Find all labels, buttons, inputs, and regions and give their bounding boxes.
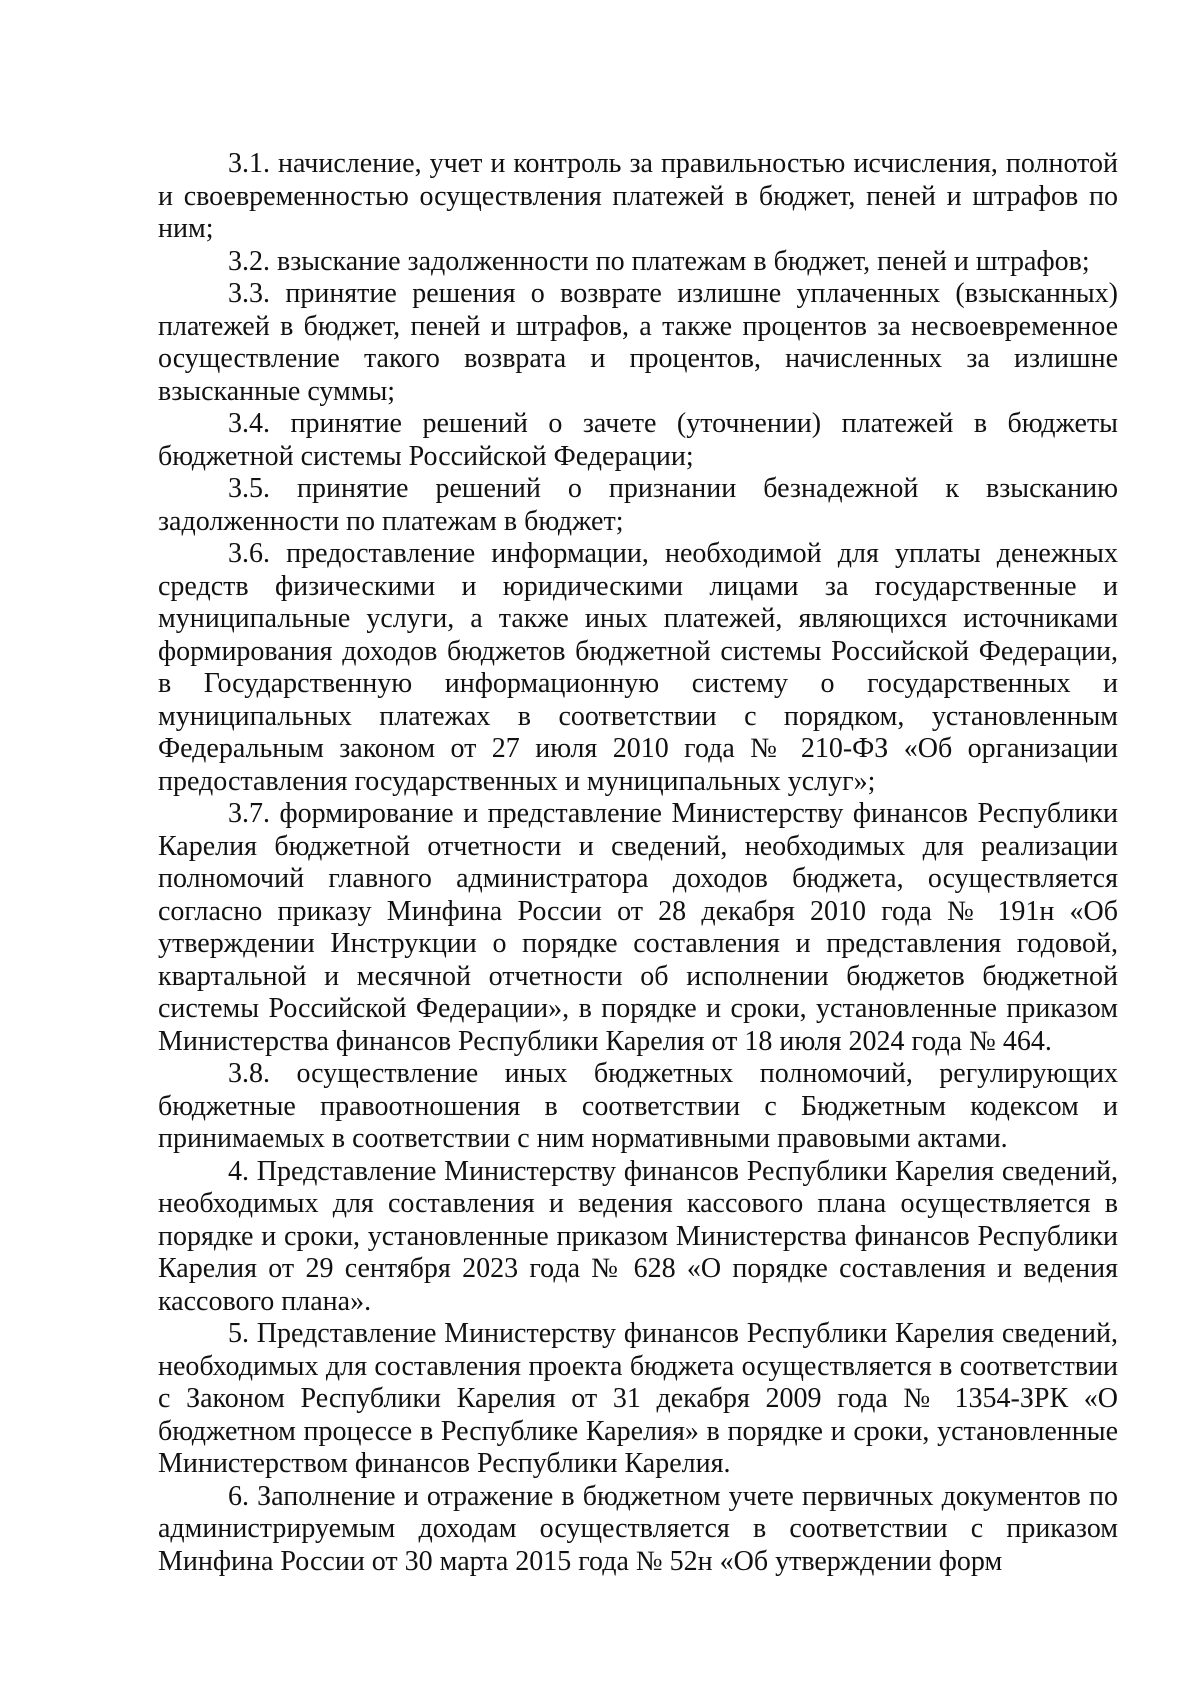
paragraph-4: 4. Представление Министерству финансов Республики Карелия сведений, необходимых для составления и ведения кассового плана осуществляется в порядке и сроки, установленные приказом Министерства финансов Республики Карелия от 29 сентября 2023 года № 628 «О порядке составления и ведения кассового плана». [158, 1155, 1118, 1317]
paragraph-3-8: 3.8. осуществление иных бюджетных полномочий, регулирующих бюджетные правоотношения в соответствии с Бюджетным кодексом и принимаемых в соответствии с ним нормативными правовыми актами. [158, 1058, 1118, 1154]
paragraph-6: 6. Заполнение и отражение в бюджетном учете первичных документов по администрируемым доходам осуществляется в соответствии с приказом Минфина России от 30 марта 2015 года № 52н «Об утверждении форм [158, 1480, 1118, 1577]
paragraph-3-4: 3.4. принятие решений о зачете (уточнении) платежей в бюджеты бюджетной системы Российской Федерации; [158, 408, 1118, 472]
paragraph-3-5: 3.5. принятие решений о признании безнадежной к взысканию задолженности по платежам в бюджет; [158, 473, 1118, 537]
paragraph-3-1: 3.1. начисление, учет и контроль за правильностью исчисления, полнотой и своевременностью осуществления платежей в бюджет, пеней и штрафов по ним; [158, 148, 1118, 244]
document-page [158, 148, 1118, 1578]
paragraph-3-3: 3.3. принятие решения о возврате излишне уплаченных (взысканных) платежей в бюджет, пеней и штрафов, а также процентов за несвоевременное осуществление такого возврата и процентов, начисленных за излишне взысканные суммы; [158, 278, 1118, 407]
paragraph-3-2: 3.2. взыскание задолженности по платежам в бюджет, пеней и штрафов; [228, 245, 1090, 277]
paragraph-3-7: 3.7. формирование и представление Министерству финансов Республики Карелия бюджетной отчетности и сведений, необходимых для реализации полномочий главного администратора доходов бюджета, осуществляется согласно приказу Минфина России от 28 декабря 2010 года № 191н «Об утверждении Инструкции о порядке составления и представления годовой, квартальной и месячной отчетности об исполнении бюджетов бюджетной системы Российской Федерации», в порядке и сроки, установленные приказом Министерства финансов Республики Карелия от 18 июля 2024 года № 464. [158, 798, 1118, 1057]
paragraph-5: 5. Представление Министерству финансов Республики Карелия сведений, необходимых для составления проекта бюджета осуществляется в соответствии с Законом Республики Карелия от 31 декабря 2009 года № 1354-ЗРК «О бюджетном процессе в Республике Карелия» в порядке и сроки, установленные Министерством финансов Республики Карелия. [158, 1318, 1118, 1479]
paragraph-3-6: 3.6. предоставление информации, необходимой для уплаты денежных средств физическими и юридическими лицами за государственные и муниципальные услуги, а также иных платежей, являющихся источниками формирования доходов бюджетов бюджетной системы Российской Федерации, в Государственную информационную систему о государственных и муниципальных платежах в соответствии с порядком, установленным Федеральным законом от 27 июля 2010 года № 210-ФЗ «Об организации предоставления государственных и муниципальных услуг»; [158, 538, 1118, 797]
